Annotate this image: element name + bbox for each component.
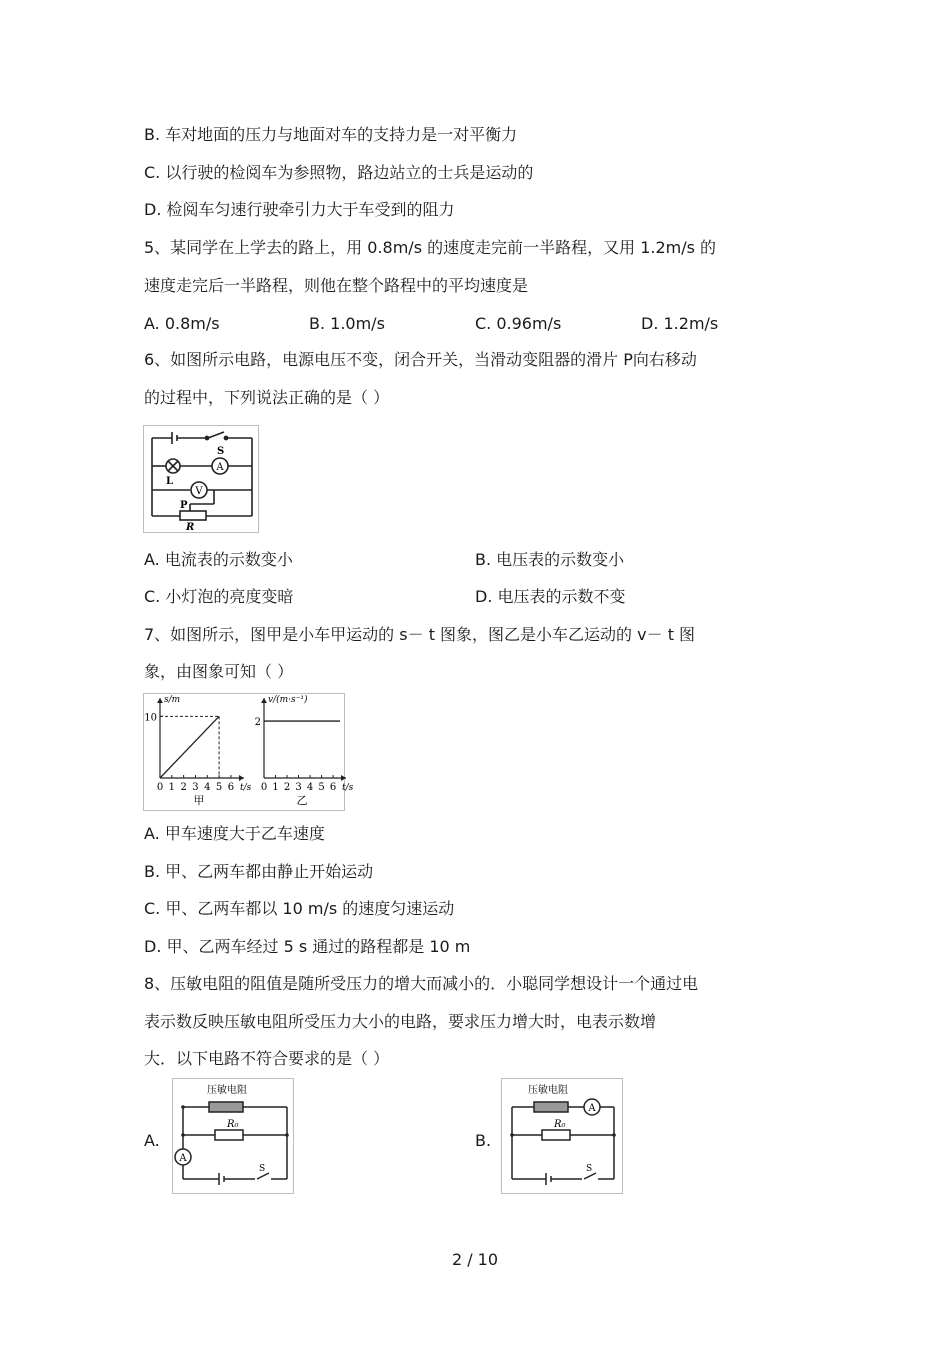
x-tick-label: 6	[227, 782, 235, 793]
q8b-switch-label: S	[586, 1164, 593, 1174]
q7-option-a: A. 甲车速度大于乙车速度	[144, 824, 325, 843]
q7-option-c: C. 甲、乙两车都以 10 m/s 的速度匀速运动	[144, 899, 455, 918]
q7-option-b: B. 甲、乙两车都由静止开始运动	[144, 862, 374, 881]
q6-circuit-diagram	[144, 426, 258, 532]
y-axis-arrow	[261, 698, 267, 703]
q6-circuit-figure	[143, 425, 259, 533]
q8b-r0-label: R₀	[554, 1119, 566, 1130]
q5-option-c: C. 0.96m/s	[475, 314, 562, 333]
q8a-ammeter-label: A	[179, 1153, 187, 1164]
q7-graphs	[144, 694, 354, 810]
chart-title: 乙	[296, 794, 308, 807]
q8b-sensor-label: 压敏电阻	[528, 1085, 568, 1096]
x-tick-label: 2	[283, 782, 291, 793]
q8-circuit-a-diagram	[173, 1079, 293, 1193]
q8a-sensor-label: 压敏电阻	[207, 1085, 247, 1096]
q4-option-d: D. 检阅车匀速行驶牵引力大于车受到的阻力	[144, 200, 455, 219]
x-axis-arrow	[341, 775, 346, 781]
q7-stem-line2: 象，由图象可知（ ）	[144, 662, 294, 681]
q6-stem-line1: 6、如图所示电路，电源电压不变，闭合开关，当滑动变阻器的滑片 P向右移动	[144, 350, 697, 369]
q4-option-c: C. 以行驶的检阅车为参照物，路边站立的士兵是运动的	[144, 163, 534, 182]
q5-option-a: A. 0.8m/s	[144, 314, 220, 333]
y-axis-arrow	[157, 698, 163, 703]
q8a-r0-label: R₀	[227, 1119, 239, 1130]
x-tick-label: 4	[306, 782, 314, 793]
q5-stem-line1: 5、某同学在上学去的路上，用 0.8m/s 的速度走完前一半路程，又用 1.2m/s 的	[144, 238, 717, 257]
x-axis-label: t/s	[342, 783, 354, 793]
x-tick-label: 5	[318, 782, 325, 793]
x-tick-label: 6	[329, 782, 337, 793]
q8-option-a: A.	[144, 1131, 160, 1150]
q8a-switch-label: S	[259, 1164, 266, 1174]
x-tick-label: 5	[215, 782, 223, 793]
q6-slider-label: P	[180, 500, 188, 511]
q8-stem-line2: 表示数反映压敏电阻所受压力大小的电路，要求压力增大时，电表示数增	[144, 1012, 657, 1031]
x-tick-label: 3	[192, 782, 199, 793]
q6-voltmeter-label: V	[195, 486, 203, 497]
q8b-ammeter-label: A	[588, 1103, 596, 1114]
x-tick-label: 3	[295, 782, 302, 793]
q6-switch-label: S	[217, 446, 225, 457]
x-axis-arrow	[239, 775, 244, 781]
x-tick-label: 4	[204, 782, 211, 793]
q5-option-d: D. 1.2m/s	[641, 314, 719, 333]
y-tick-label: 2	[254, 717, 261, 729]
q6-option-b: B. 电压表的示数变小	[475, 550, 625, 569]
data-line	[160, 716, 219, 778]
q6-ammeter-label: A	[216, 462, 224, 473]
q6-option-d: D. 电压表的示数不变	[475, 587, 626, 606]
chart-jia	[144, 695, 251, 807]
q8-option-b: B.	[475, 1131, 492, 1150]
chart-title: 甲	[193, 794, 205, 807]
q4-option-b: B. 车对地面的压力与地面对车的支持力是一对平衡力	[144, 125, 518, 144]
y-axis-label: s/m	[164, 695, 181, 705]
x-tick-label: 0	[260, 782, 268, 793]
q5-stem-line2: 速度走完后一半路程，则他在整个路程中的平均速度是	[144, 276, 529, 295]
x-axis-label: t/s	[240, 783, 252, 793]
x-tick-label: 1	[168, 782, 176, 793]
q7-graphs-figure	[143, 693, 354, 811]
q8-stem-line3: 大．以下电路不符合要求的是（ ）	[144, 1049, 390, 1068]
q8-circuit-b-diagram	[502, 1079, 622, 1193]
x-tick-label: 0	[156, 782, 164, 793]
y-tick-label: 10	[144, 712, 157, 724]
q6-option-c: C. 小灯泡的亮度变暗	[144, 587, 294, 606]
q8-stem-line1: 8、压敏电阻的阻值是随所受压力的增大而减小的．小聪同学想设计一个通过电	[144, 974, 699, 993]
q6-resistor-label: R	[186, 522, 195, 533]
q8-circuit-b	[501, 1078, 623, 1194]
q7-option-d: D. 甲、乙两车经过 5 s 通过的路程都是 10 m	[144, 937, 471, 956]
q6-lamp-label: L	[166, 476, 174, 487]
page-number: 2 / 10	[451, 1250, 499, 1269]
y-axis-label: v/(m·s⁻¹)	[268, 695, 308, 705]
q6-stem-line2: 的过程中，下列说法正确的是（ ）	[144, 388, 390, 407]
q6-option-a: A. 电流表的示数变小	[144, 550, 293, 569]
x-tick-label: 2	[180, 782, 187, 793]
q5-option-b: B. 1.0m/s	[309, 314, 385, 333]
q8-circuit-a	[172, 1078, 294, 1194]
q7-stem-line1: 7、如图所示，图甲是小车甲运动的 s－ t 图象，图乙是小车乙运动的 v－ t 图	[144, 625, 696, 644]
chart-yi	[255, 694, 354, 807]
x-tick-label: 1	[272, 782, 279, 793]
